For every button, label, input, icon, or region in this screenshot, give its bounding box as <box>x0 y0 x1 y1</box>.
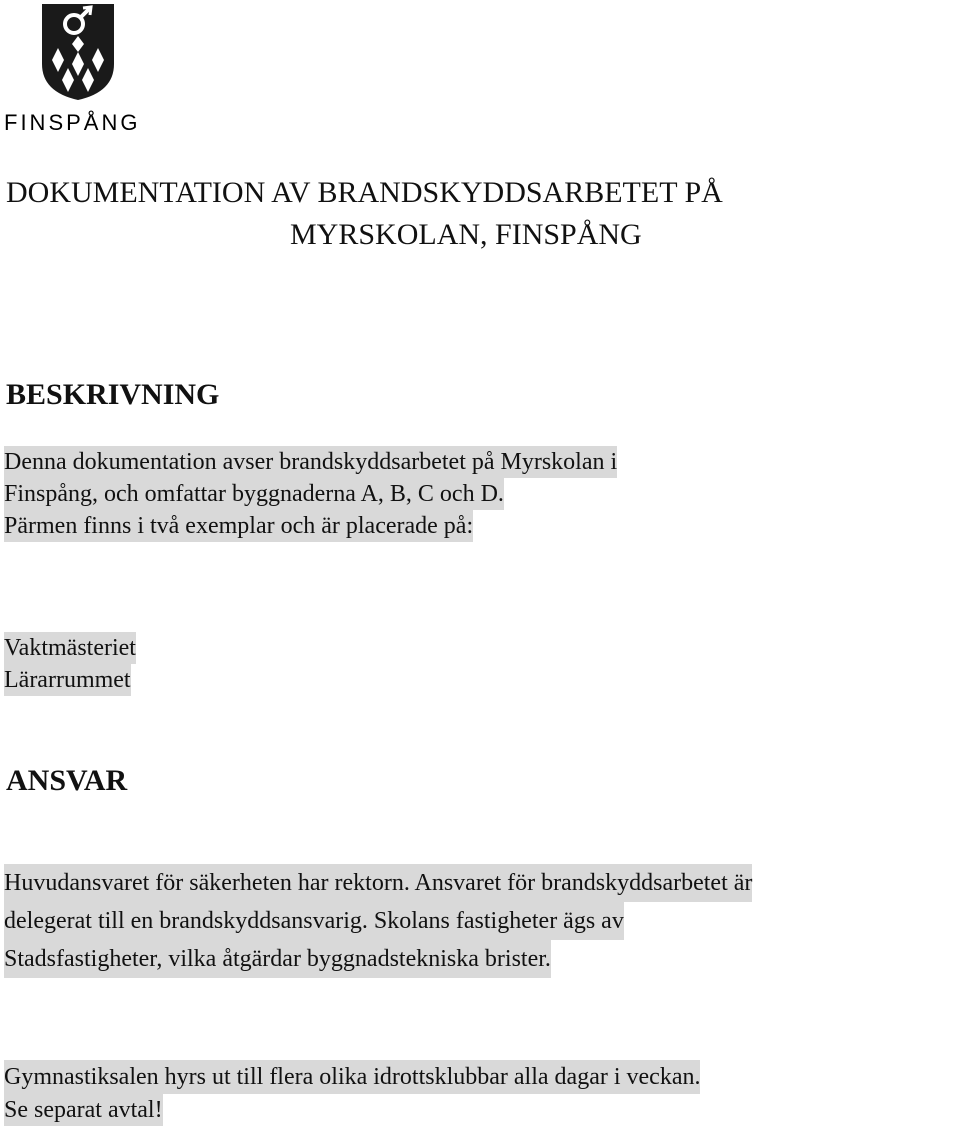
locations-list <box>4 632 136 696</box>
brand-name: FINSPÅNG <box>4 110 141 135</box>
ansvar-paragraph <box>4 864 752 978</box>
location-item: Lärarrummet <box>4 664 131 696</box>
ansvar-line: delegerat till en brandskyddsansvarig. Skolans fastigheter ägs av <box>4 902 624 940</box>
document-title-line-2: MYRSKOLAN, FINSPÅNG <box>290 218 642 251</box>
ansvar-line: Huvudansvaret för säkerheten har rektorn. Ansvaret för brandskyddsarbetet är <box>4 864 752 902</box>
location-item: Vaktmästeriet <box>4 632 136 664</box>
beskrivning-line: Pärmen finns i två exemplar och är placerade på: <box>4 510 473 542</box>
section-heading-ansvar: ANSVAR <box>6 764 128 797</box>
ansvar-line: Stadsfastigheter, vilka åtgärdar byggnadstekniska brister. <box>4 940 551 978</box>
beskrivning-line: Finspång, och omfattar byggnaderna A, B, C och D. <box>4 478 504 510</box>
beskrivning-line: Denna dokumentation avser brandskyddsarbetet på Myrskolan i <box>4 446 617 478</box>
gymnastiksal-note <box>4 1060 700 1126</box>
section-heading-beskrivning: BESKRIVNING <box>6 378 220 411</box>
note-line: Se separat avtal! <box>4 1094 163 1126</box>
beskrivning-paragraph <box>4 446 617 542</box>
note-line: Gymnastiksalen hyrs ut till flera olika idrottsklubbar alla dagar i veckan. <box>4 1060 700 1094</box>
document-title-line-1: DOKUMENTATION AV BRANDSKYDDSARBETET PÅ <box>6 176 723 209</box>
finspang-coat-of-arms-logo <box>40 2 116 102</box>
